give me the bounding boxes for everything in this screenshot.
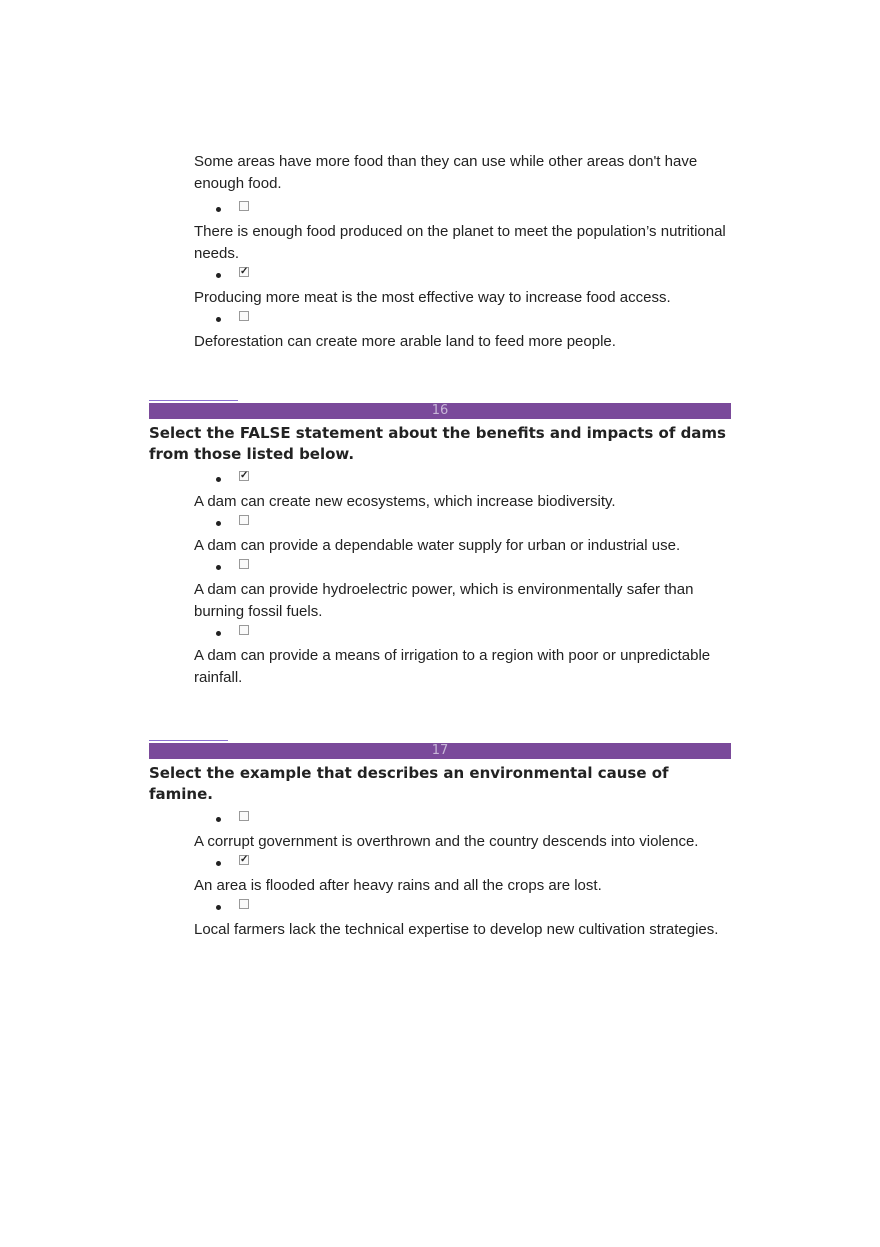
checkbox[interactable]: ✓ [240,266,249,277]
option-text: A dam can provide hydroelectric power, which is environmentally safer than burning fossil fuels. [194,581,694,620]
checkbox[interactable] [239,811,249,821]
checkbox[interactable] [239,559,249,569]
divider [149,740,228,741]
answer-option [149,853,731,897]
question-17 [149,740,731,941]
checkbox[interactable]: ✓ [240,470,249,481]
checkbox[interactable] [239,201,249,211]
option-text: There is enough food produced on the planet to meet the population’s nutritional needs. [194,223,726,262]
bullet-icon [216,861,221,866]
bullet-icon [216,631,221,636]
question-number-bar: 16 [149,403,731,419]
answer-option [149,199,731,265]
question-number-bar: 17 [149,743,731,759]
option-text: A corrupt government is overthrown and the country descends into violence. [194,833,699,850]
bullet-icon [216,565,221,570]
checkbox[interactable] [239,899,249,909]
bullet-icon [216,477,221,482]
question-text: Select the FALSE statement about the benefits and impacts of dams from those listed below. [149,424,726,463]
option-text: A dam can provide a means of irrigation to a region with poor or unpredictable rainfall. [194,647,711,686]
divider [149,400,238,401]
option-text: A dam can create new ecosystems, which increase biodiversity. [194,493,616,510]
option-text: Some areas have more food than they can use while other areas don't have enough food. [194,153,698,192]
bullet-icon [216,817,221,822]
answer-option [149,897,731,941]
answer-option [149,309,731,353]
checkbox[interactable] [239,515,249,525]
answer-option [149,469,731,513]
question-15-tail [149,151,731,353]
bullet-icon [216,273,221,278]
answer-option [149,557,731,623]
question-16 [149,400,731,689]
bullet-icon [216,207,221,212]
option-text: Local farmers lack the technical expertise to develop new cultivation strategies. [194,921,719,938]
bullet-icon [216,905,221,910]
checkbox[interactable] [239,311,249,321]
bullet-icon [216,521,221,526]
checkbox[interactable]: ✓ [240,854,249,865]
answer-option [149,809,731,853]
answer-option [149,265,731,309]
answer-option [149,623,731,689]
option-text: An area is flooded after heavy rains and all the crops are lost. [194,877,602,894]
option-text: A dam can provide a dependable water supply for urban or industrial use. [194,537,681,554]
question-text: Select the example that describes an environmental cause of famine. [149,764,669,803]
option-text: Producing more meat is the most effective way to increase food access. [194,289,671,306]
option-text: Deforestation can create more arable land to feed more people. [194,333,616,350]
checkbox[interactable] [239,625,249,635]
answer-option [149,513,731,557]
bullet-icon [216,317,221,322]
